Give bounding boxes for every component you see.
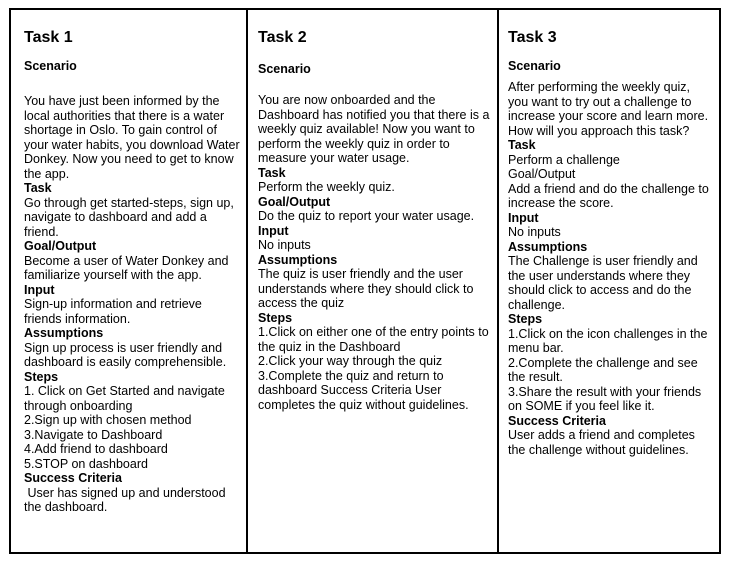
assumptions-heading: Assumptions [258, 252, 338, 267]
task-1-body [24, 94, 240, 515]
step-item: 2.Sign up with chosen method [24, 413, 192, 427]
assumptions-text: The Challenge is user friendly and the user understands where they should click to access and do the challenge. [508, 254, 698, 312]
step-item: 5.STOP on dashboard [24, 456, 148, 471]
task-text: Go through get started-steps, sign up, navigate to dashboard and add a friend. [24, 195, 234, 239]
steps-heading: Steps [508, 312, 543, 326]
task-1-column [11, 10, 248, 552]
task-title: Task 1 [24, 29, 73, 46]
input-heading: Input [24, 282, 55, 297]
task-heading: Task [258, 165, 286, 180]
step-item: 3.Navigate to Dashboard [24, 427, 163, 442]
success-heading: Success Criteria [508, 413, 606, 428]
steps-heading: Steps [24, 369, 59, 384]
input-heading: Input [508, 210, 539, 225]
input-text: Sign-up information and retrieve friends information. [24, 297, 202, 326]
success-text: User adds a friend and completes the challenge without guidelines. [508, 428, 695, 457]
task-text: Perform the weekly quiz. [258, 180, 395, 194]
task-3-body [508, 80, 713, 457]
scenario-text: After performing the weekly quiz, you want to try out a challenge to increase your score and learn more. How will you approach this task? [508, 80, 709, 138]
task-heading: Task [24, 181, 52, 195]
goal-text: Do the quiz to report your water usage. [258, 209, 475, 223]
scenario-text: You are now onboarded and the Dashboard has notified you that there is a weekly quiz available! Now you want to perform the weekly quiz in order to measure your water usage. [258, 93, 490, 165]
task-title: Task 2 [258, 29, 307, 46]
step-item: 4.Add friend to dashboard [24, 442, 168, 456]
scenario-text: You have just been informed by the local authorities that there is a water shortage in Oslo. To gain control of your water habits, you download Water Donkey. Now you need to get to know the app. [24, 94, 240, 181]
step-item: 2.Complete the challenge and see the result. [508, 355, 698, 384]
assumptions-text: Sign up process is user friendly and dashboard is easily comprehensible. [24, 340, 227, 369]
goal-heading: Goal/Output [258, 194, 331, 209]
goal-text: Add a friend and do the challenge to increase the score. [508, 181, 709, 210]
task-table [9, 8, 721, 554]
goal-text: Become a user of Water Donkey and familiarize yourself with the app. [24, 253, 229, 282]
task-heading: Task [508, 138, 536, 152]
task-2-column [248, 10, 499, 552]
step-item: 3.Complete the quiz and return to dashboard Success Criteria User completes the quiz without guidelines. [258, 368, 469, 412]
step-item: 1.Click on the icon challenges in the menu bar. [508, 326, 708, 355]
success-text: User has signed up and understood the dashboard. [24, 485, 230, 514]
input-text: No inputs [258, 238, 311, 252]
task-title: Task 3 [508, 29, 557, 46]
step-item: 2.Click your way through the quiz [258, 354, 443, 368]
task-text: Perform a challenge [508, 152, 620, 167]
scenario-heading: Scenario [24, 59, 77, 73]
scenario-heading: Scenario [508, 59, 561, 73]
success-heading: Success Criteria [24, 471, 122, 485]
task-3-column [499, 10, 719, 552]
step-item: 1. Click on Get Started and navigate through onboarding [24, 384, 225, 413]
step-item: 3.Share the result with your friends on SOME if you feel like it. [508, 384, 702, 413]
assumptions-text: The quiz is user friendly and the user understands where they should click to access the quiz [258, 267, 474, 310]
assumptions-heading: Assumptions [24, 326, 104, 340]
input-heading: Input [258, 223, 289, 238]
goal-heading: Goal/Output [24, 239, 97, 253]
steps-heading: Steps [258, 310, 293, 325]
goal-heading: Goal/Output [508, 167, 576, 181]
task-2-body [258, 93, 491, 412]
step-item: 1.Click on either one of the entry points to the quiz in the Dashboard [258, 325, 489, 354]
input-text: No inputs [508, 225, 561, 239]
scenario-heading: Scenario [258, 62, 311, 76]
assumptions-heading: Assumptions [508, 239, 588, 254]
